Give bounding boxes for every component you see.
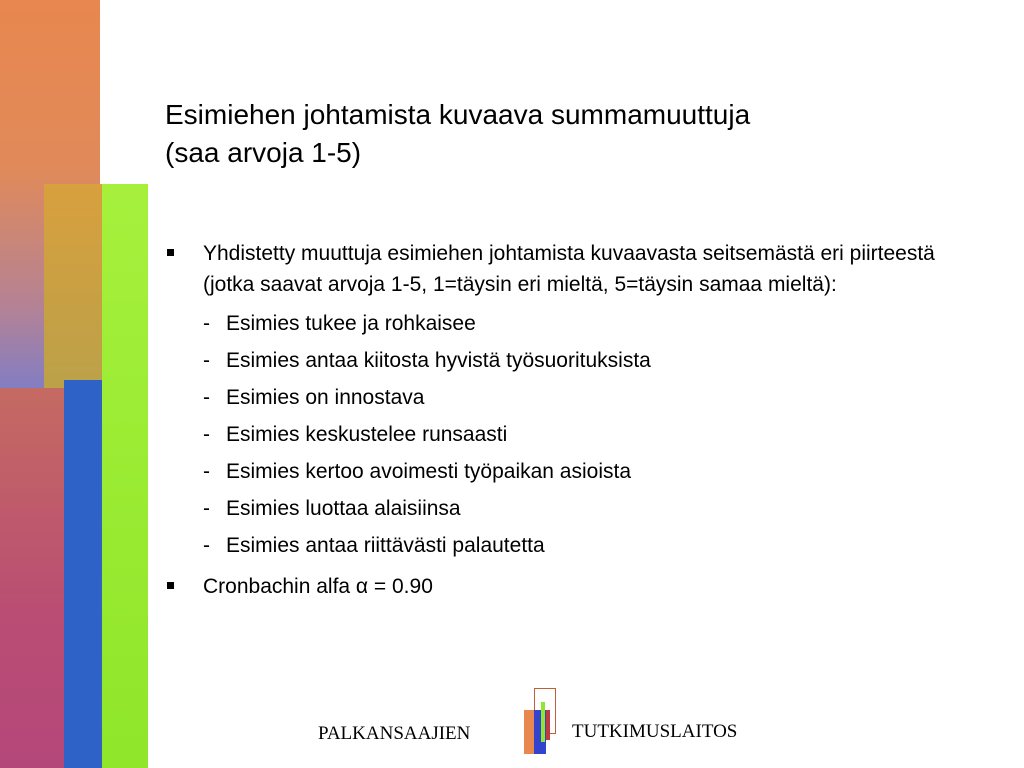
bullet-item-definition <box>165 238 965 300</box>
sub-item-text: Esimies keskustelee runsaasti <box>226 423 508 446</box>
bullet-item-cronbach-alpha <box>165 571 965 602</box>
bullet-text: Cronbachin alfa α = 0.90 <box>203 575 433 598</box>
dash-marker: - <box>203 497 210 520</box>
square-bullet-icon <box>167 249 174 256</box>
sub-item <box>165 453 965 490</box>
bullet-text: Yhdistetty muuttuja esimiehen johtamista kuvaavasta seitsemästä eri piirteestä (jotka saavat arvoja 1-5, 1=täysin eri mieltä, 5=täysin samaa mieltä): <box>203 242 935 296</box>
slide-title-line-1: Esimiehen johtamista kuvaava summamuuttuja <box>165 99 751 130</box>
dash-marker: - <box>203 423 210 446</box>
slide-title-line-2: (saa arvoja 1-5) <box>165 137 362 168</box>
sub-item-list <box>165 305 965 564</box>
sub-item <box>165 379 965 416</box>
logo-green-block <box>541 702 545 742</box>
decor-bar-red <box>0 388 64 768</box>
sub-item-text: Esimies tukee ja rohkaisee <box>226 312 476 335</box>
slide-title <box>165 96 985 172</box>
sub-item-text: Esimies antaa kiitosta hyvistä työsuorituksista <box>226 349 651 372</box>
footer-text-left: PALKANSAAJIEN <box>318 723 471 744</box>
sub-item-text: Esimies luottaa alaisiinsa <box>226 497 461 520</box>
logo-red-block <box>546 710 550 740</box>
sub-item-text: Esimies on innostava <box>226 386 425 409</box>
sub-item <box>165 342 965 379</box>
sub-item <box>165 305 965 342</box>
square-bullet-icon <box>167 582 174 589</box>
dash-marker: - <box>203 349 210 372</box>
sub-item <box>165 490 965 527</box>
dash-marker: - <box>203 460 210 483</box>
dash-marker: - <box>203 312 210 335</box>
dash-marker: - <box>203 386 210 409</box>
sub-item-text: Esimies kertoo avoimesti työpaikan asioista <box>226 460 632 483</box>
dash-marker: - <box>203 534 210 557</box>
sub-item-text: Esimies antaa riittävästi palautetta <box>226 534 545 557</box>
sub-item <box>165 416 965 453</box>
institute-logo-icon <box>524 688 558 754</box>
slide-content <box>165 238 965 602</box>
sub-item <box>165 527 965 564</box>
footer-brand <box>318 688 788 758</box>
footer-text-right: TUTKIMUSLAITOS <box>572 721 738 742</box>
decor-bar-blue <box>64 380 102 768</box>
decor-bar-green <box>102 184 148 768</box>
